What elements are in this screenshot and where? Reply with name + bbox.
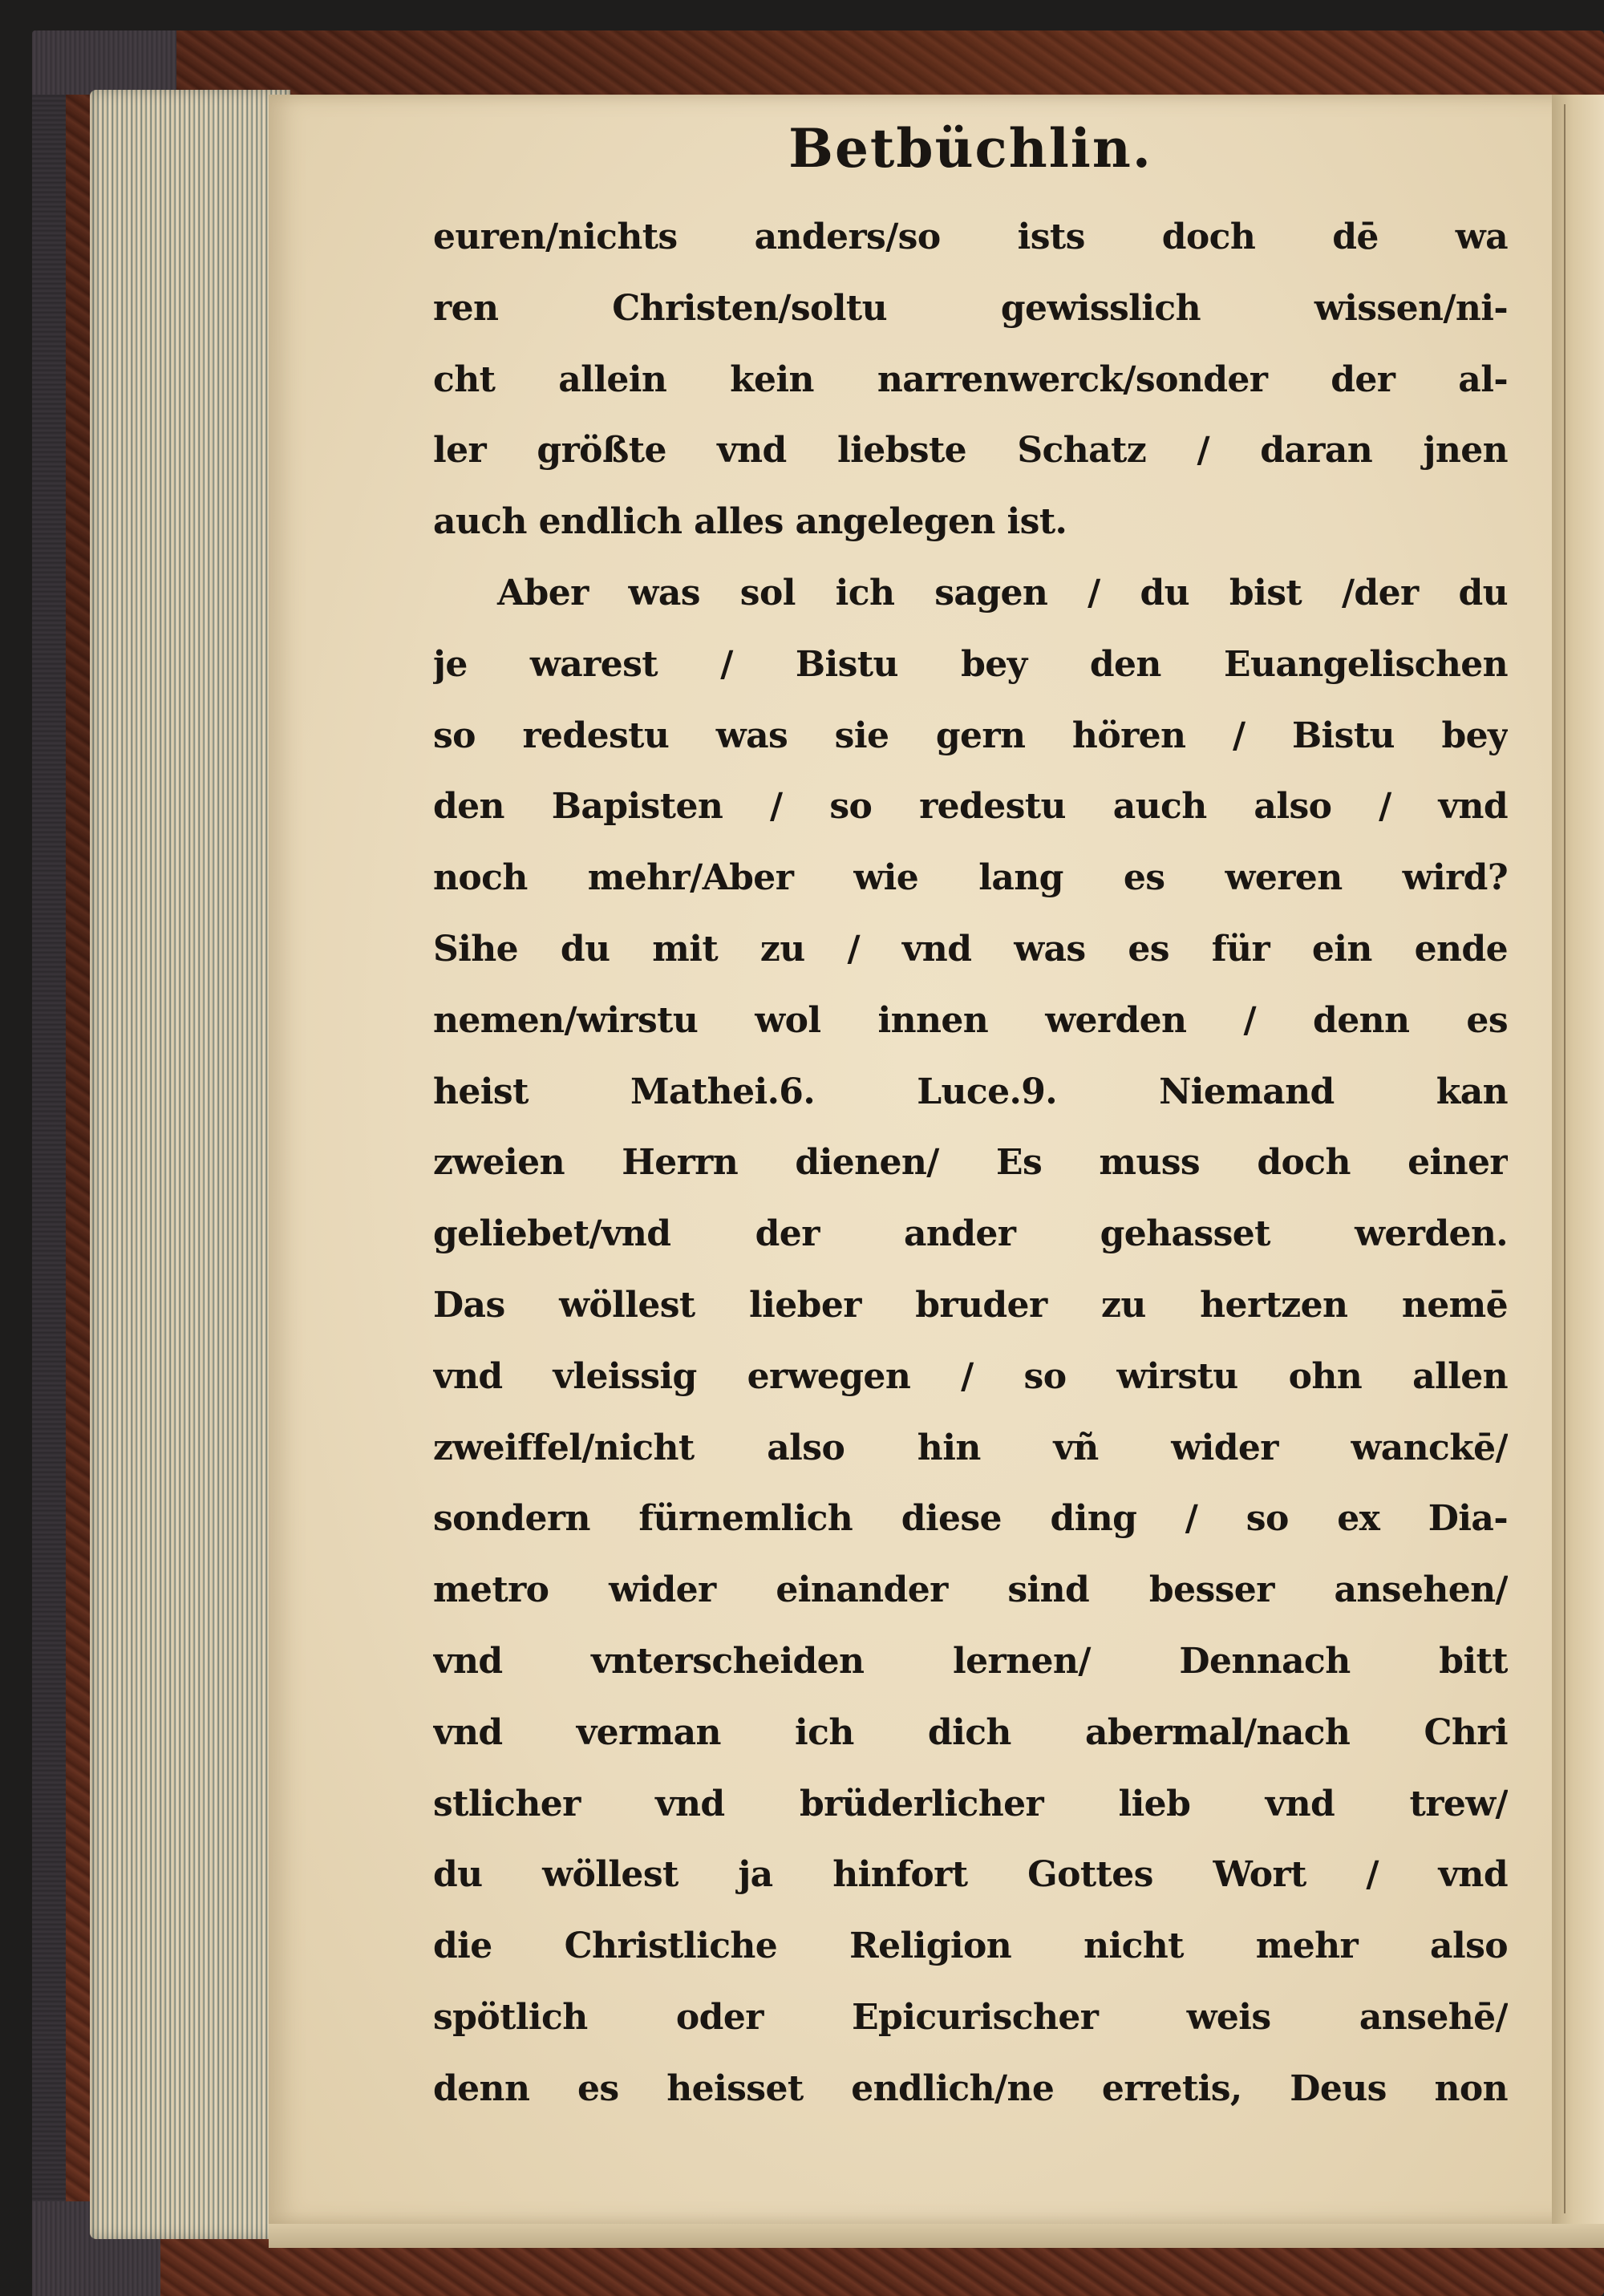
text-line-22: vnd verman ich dich abermal/nach Chri: [433, 1711, 1508, 1753]
text-line-26: spötlich oder Epicurischer weis ansehē/: [433, 1996, 1508, 2038]
cover-corner-top: [32, 30, 176, 95]
text-line-8: so redestu was sie gern hören / Bistu bey: [433, 715, 1508, 756]
text-line-13: heist Mathei.6. Luce.9. Niemand kan: [433, 1071, 1508, 1112]
text-line-18: zweiffel/nicht also hin vñ wider wanckē/: [433, 1427, 1508, 1468]
text-line-10: noch mehr/Aber wie lang es weren wird?: [433, 857, 1508, 899]
text-line-16: Das wöllest lieber bruder zu hertzen nemē: [433, 1284, 1508, 1326]
gutter-line: [1564, 104, 1566, 2213]
text-line-24: du wöllest ja hinfort Gottes Wort / vnd: [433, 1854, 1508, 1896]
page-gutter: [1552, 95, 1604, 2228]
text-line-20: metro wider einander sind besser ansehen/: [433, 1569, 1508, 1611]
text-line-1: euren/nichts anders/so ists doch dē wa: [433, 217, 1508, 257]
page-bottom-edge: [269, 2224, 1604, 2248]
page-block-edges: [90, 90, 290, 2239]
text-line-17: vnd vleissig erwegen / so wirstu ohn allen: [433, 1355, 1508, 1397]
text-line-21: vnd vnterscheiden lernen/ Dennach bitt: [433, 1640, 1508, 1682]
text-line-5: auch endlich alles angelegen ist.: [433, 501, 1067, 543]
page-text-block: [433, 104, 1508, 2125]
text-line-19: sondern fürnemlich diese ding / so ex Dia-: [433, 1498, 1508, 1540]
text-line-3: cht allein kein narrenwerck/sonder der al-: [433, 358, 1508, 400]
text-line-23: stlicher vnd brüderlicher lieb vnd trew/: [433, 1783, 1508, 1824]
text-line-4: ler größte vnd liebste Schatz / daran jnen: [433, 430, 1508, 472]
text-line-6: Aber was sol ich sagen / du bist /der du: [497, 572, 1508, 613]
text-line-27: denn es heisset endlich/ne erretis, Deus non: [433, 2067, 1508, 2109]
text-line-9: den Bapisten / so redestu auch also / vnd: [433, 786, 1508, 828]
text-line-14: zweien Herrn dienen/ Es muss doch einer: [433, 1142, 1508, 1184]
text-line-7: je warest / Bistu bey den Euangelischen: [433, 643, 1508, 685]
text-line-2: ren Christen/soltu gewisslich wissen/ni-: [433, 287, 1508, 329]
cover-spine-strip: [32, 48, 66, 2296]
text-line-11: Sihe du mit zu / vnd was es für ein ende: [433, 928, 1508, 970]
text-line-15: geliebet/vnd der ander gehasset werden.: [433, 1213, 1508, 1255]
text-line-25: die Christliche Religion nicht mehr also: [433, 1925, 1508, 1967]
running-header: Betbüchlin.: [788, 117, 1152, 180]
text-line-12: nemen/wirstu wol innen werden / denn es: [433, 999, 1508, 1041]
